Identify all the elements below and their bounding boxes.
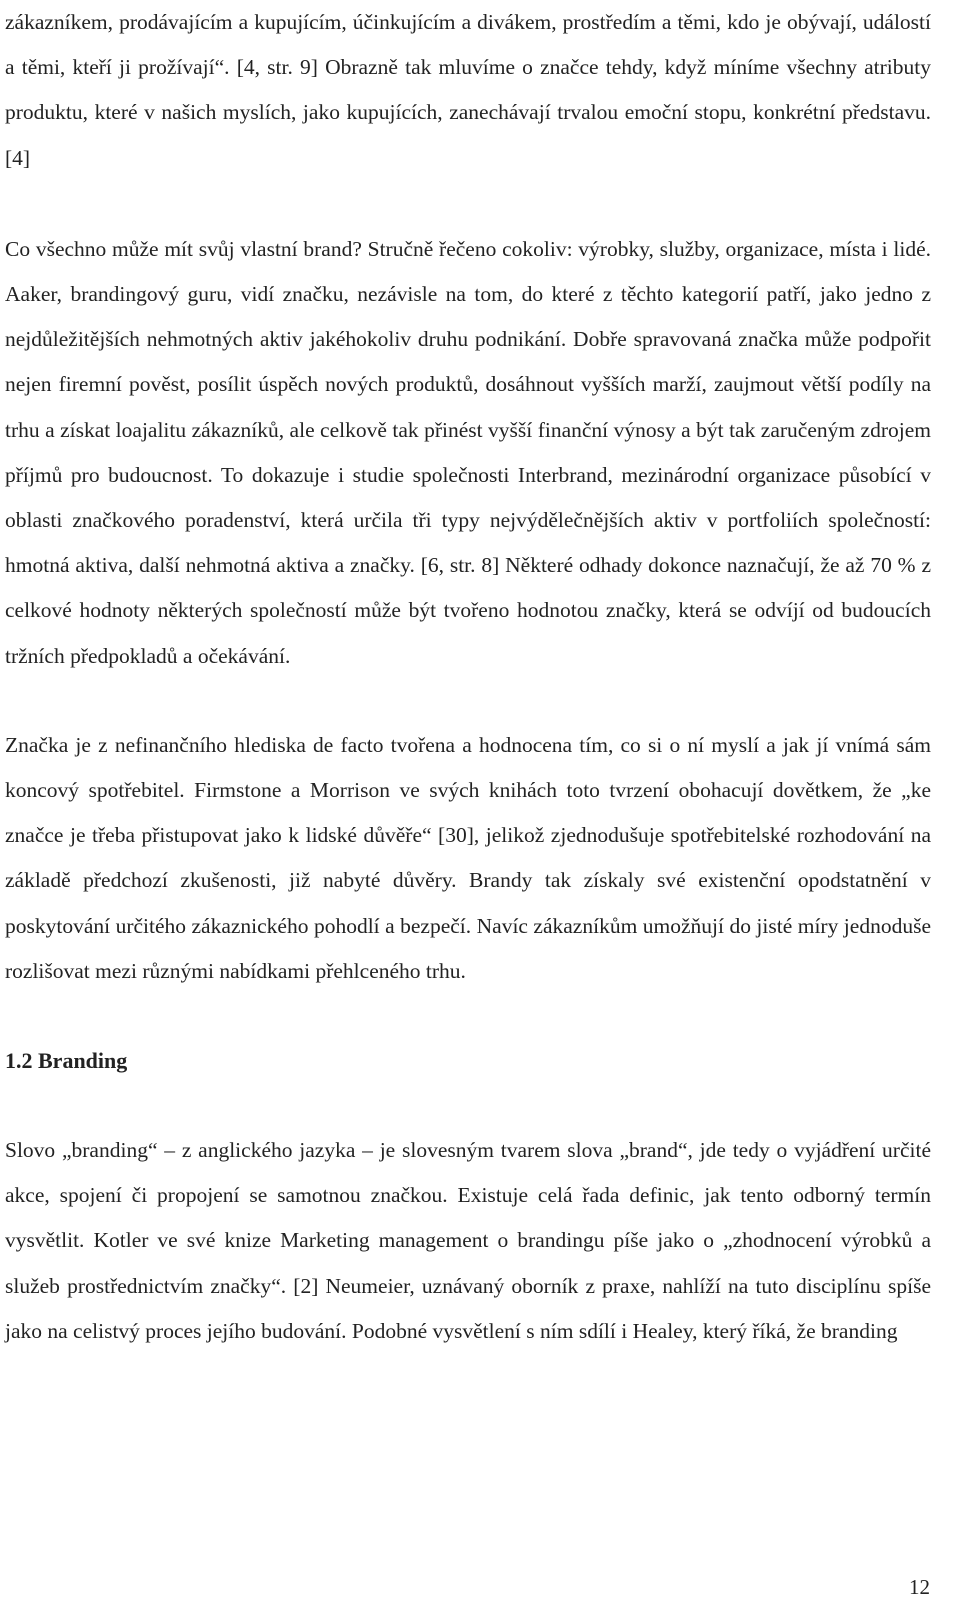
body-paragraph-3: Značka je z nefinančního hlediska de facto tvořena a hodnocena tím, co si o ní myslí a jak jí vnímá sám koncový spotřebitel. Firmstone a Morrison ve svých knihách toto tvrzení obohacují dovětkem, že „ke značce je třeba přistupovat jako k lidské důvěře“ [30], jelikož zjednodušuje spotřebitelské rozhodování na základě předchozí zkušenosti, již nabyté důvěry. Brandy tak získaly své existenční opodstatnění v poskytování určitého zákaznického pohodlí a bezpečí. Navíc zákazníkům umožňují do jisté míry jednoduše rozlišovat mezi různými nabídkami přehlceného trhu. bbox=[5, 732, 931, 983]
body-paragraph-1: zákazníkem, prodávajícím a kupujícím, účinkujícím a divákem, prostředím a těmi, kdo je obývají, událostí a těmi, kteří ji prožívají“. [4, str. 9] Obrazně tak mluvíme o značce tehdy, když míníme všechny atributy produktu, které v našich myslích, jako kupujících, zanechávají trvalou emoční stopu, konkrétní představu. [4] bbox=[5, 10, 931, 170]
section-heading: 1.2 Branding bbox=[5, 1048, 128, 1074]
page-number: 12 bbox=[909, 1575, 930, 1599]
body-paragraph-2: Co všechno může mít svůj vlastní brand? Stručně řečeno cokoliv: výrobky, služby, organizace, místa i lidé. Aaker, brandingový guru, vidí značku, nezávisle na tom, do které z těchto kategorií patří, jako jedno z nejdůležitějších nehmotných aktiv jakéhokoliv druhu podnikání. Dobře spravovaná značka může podpořit nejen firemní pověst, posílit úspěch nových produktů, dosáhnout vyšších marží, zaujmout větší podíly na trhu a získat loajalitu zákazníků, ale celkově tak přinést vyšší finanční výnosy a být tak zaručeným zdrojem příjmů pro budoucnost. To dokazuje i studie společnosti Interbrand, mezinárodní organizace působící v oblasti značkového poradenství, která určila tři typy nejvýdělečnějších aktiv v portfoliích společností: hmotná aktiva, další nehmotná aktiva a značky. [6, str. 8] Některé odhady dokonce naznačují, že až 70 % z celkové hodnoty některých společností může být tvořeno hodnotou značky, která se odvíjí od budoucích tržních předpokladů a očekávání. bbox=[5, 236, 931, 668]
document-page bbox=[5, 0, 931, 1354]
section-paragraph: Slovo „branding“ – z anglického jazyka – je slovesným tvarem slova „brand“, jde tedy o vyjádření určité akce, spojení či propojení se samotnou značkou. Existuje celá řada definic, jak tento odborný termín vysvětlit. Kotler ve své knize Marketing management o brandingu píše jako o „zhodnocení výrobků a služeb prostřednictvím značky“. [2] Neumeier, uznávaný oborník z praxe, nahlíží na tuto disciplínu spíše jako na celistvý proces jejího budování. Podobné vysvětlení s ním sdílí i Healey, který říká, že branding bbox=[5, 1138, 931, 1343]
